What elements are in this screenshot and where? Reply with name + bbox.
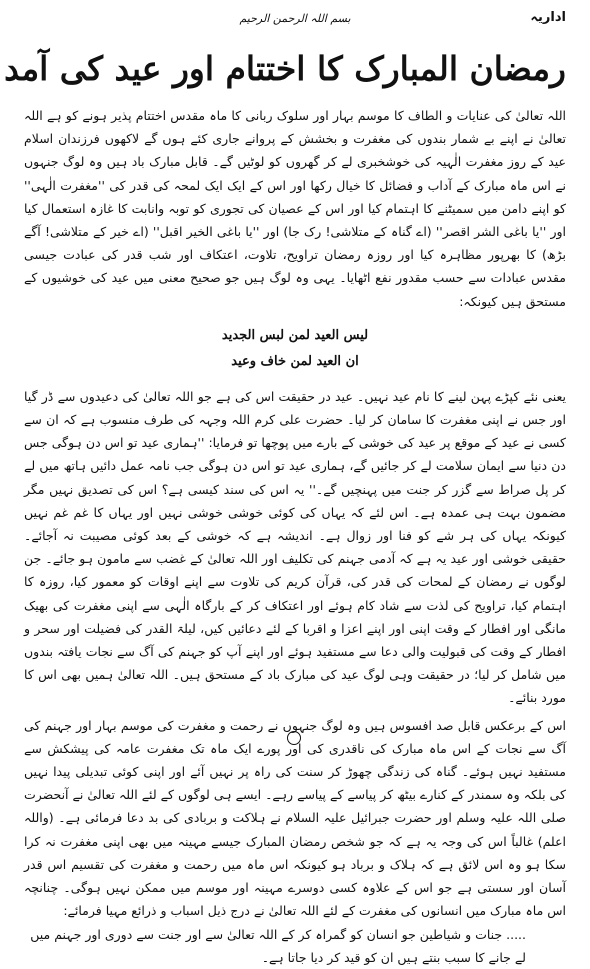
page-header [24,8,566,34]
article-paragraph-2: یعنی نئے کپڑے پہن لینے کا نام عید نہیں۔ عید در حقیقت اس کی ہے جو اللہ تعالیٰ کی دعیدوں سے ڈر گیا اور جس نے اپنی مغفرت کا سامان کر لیا۔ حضرت علی کرم اللہ وجہہ کی طرف منسوب ہے کہ ان سے کسی نے عید کے موقع پر عید کی خوشی کے بارے میں پوچھا تو فرمایا: ''ہماری عید تو اس دن ہوگی جس دن دنیا سے ایمان سلامت لے کر جائیں گے، ہماری عید تو اس دن ہوگی جب نامہ عمل دائیں ہاتھ میں لے کر پل صراط سے گزر کر جنت میں پہنچیں گے۔'' یہ اس کی سند کیسی ہے؟ اس کی تصدیق نہیں مگر مضمون بہت ہی عمدہ ہے۔ اس لئے کہ یہاں کی کوئی خوشی خوشی نہیں اور یہاں کا غم غم نہیں کیونکہ یہاں کی ہر شے کو فنا اور زوال ہے۔ اندیشہ ہے کہ خوشی کے بعد کوئی مصیبت نہ آجائے۔ حقیقی خوشی اور عید یہ ہے کہ آدمی جہنم کی تکلیف اور اللہ تعالیٰ کے غضب سے مامون ہو جائے۔ جن لوگوں نے رمضان کے لمحات کی قدر کی، قرآن کریم کی تلاوت سے اپنے اوقات کو معمور کیا، روزہ کا اہتمام کیا، تراویح کی لذت سے شاد کام ہوئے اور اعتکاف کر کے بارگاہ الٰہی سے اپنی مغفرت کی بھیک مانگی اور افطار کے وقت اپنی اور اپنے اعزا و اقربا کے لئے دعائیں کیں، لیلۃ القدر کی فضیلت اور سحر و افطار کے وقت کی قبولیت والی دعا سے مستفید ہوئے اور اپنے آپ کو جہنم کی آگ سے نجات یافتہ بندوں میں شامل کر لیا؛ در حقیقت وہی لوگ عید کی مبارک باد کے مستحق ہیں۔ اللہ تعالیٰ ہمیں بھی اس کا مورد بنائے۔ [24,388,566,706]
article-title: رمضان المبارک کا اختتام اور عید کی آمد [4,49,566,88]
arabic-verse-line-2: ان العيد لمن خاف وعيد [231,353,359,369]
article-list-item-1: ..... جنات و شیاطین جو انسان کو گمراہ کر کے اللہ تعالیٰ سے اور جنت سے دوری اور جہنم میں لے جانے کا سبب بنتے ہیں ان کو قید کر دیا جاتا ہے۔ [30,926,526,965]
section-tag: اداریہ [530,10,566,25]
article-paragraph-1: اللہ تعالیٰ کی عنایات و الطاف کا موسم بہار اور سلوک ربانی کا ماہ مقدس اختتام پذیر ہونے کو ہے اللہ تعالیٰ نے اپنے بے شمار بندوں کی مغفرت و بخشش کے پروانے جاری کئے ہوں گے لاکھوں فرزندان اسلام عید کے روز مغفرت الٰہیہ کی خوشخبری لے کر گھروں کو لوٹیں گے۔ قابل مبارک باد ہیں وہ لوگ جنہوں نے اس ماہ مبارک کے آداب و فضائل کا خیال رکھا اور اس کے ایک ایک لمحہ کی قدر کی ''مغفرت الٰہی'' کو اپنے دامن میں سمیٹنے کا اہتمام کیا اور اس کے عصیان کی تجوری کو توبہ وانابت کا غازہ استعمال کیا اور ''یا باغی الشر اقصر'' (اے گناہ کے متلاشی! رک جا) اور ''یا باغی الخیر اقبل'' (اے خیر کے متلاشی! آگے بڑھ) کا بھرپور مظاہرہ کیا اور روزہ رمضان تراویح، تلاوت، اعتکاف اور شب قدر کی عبادت جیسی مقدس عبادات سے حسب مقدور نفع اٹھایا۔ یہی وہ لوگ ہیں جو صحیح معنی میں عید کی خوشیوں کے مستحق ہیں کیونکہ: [24,108,566,309]
bismillah-heading: بسم اللہ الرحمن الرحیم [239,12,351,25]
page-number-circle [287,731,301,745]
arabic-verse-line-1: ليس العيد لمن لبس الجديد [221,327,369,343]
article-paragraph-3: اس کے برعکس قابل صد افسوس ہیں وہ لوگ جنہوں نے رحمت و مغفرت کی موسم بہار اور جہنم کی آگ سے نجات کے اس ماہ مبارک کی ناقدری کی اور پورے ایک ماہ تک مغفرت عامہ کی پیشکش سے مستفید نہیں ہوئے۔ گناہ کی زندگی چھوڑ کر سنت کی راہ پر نہیں آئے اور اپنی کوئی تبدیلی پیدا نہیں کی بلکہ وہ سمندر کے کنارے بیٹھ کر پیاسے کے پیاسے رہے۔ ایسے ہی لوگوں کے لئے اللہ تعالیٰ نے آنحضرت صلی اللہ علیہ وسلم اور حضرت جبرائیل علیہ السلام نے ہلاکت و بربادی کی بد دعا فرمائی ہے۔ (واللہ اعلم) غالباً اس کی وجہ یہ ہے کہ جو شخص رمضان المبارک جیسے مہینہ میں بھی اپنی مغفرت نہ کرا سکا ہو وہ اس لائق ہے کہ ہلاک و برباد ہو کیونکہ اس ماہ میں رحمت و مغفرت کی تقسیم اس قدر آسان اور سستی ہے جو اس کے علاوہ کسی دوسرے مہینہ اور موسم میں ممکن نہیں ہوگی۔ چنانچہ اس ماہ مبارک میں انسانوں کی مغفرت کے لئے اللہ تعالیٰ نے درج ذیل اسباب و ذرائع مہیا فرمائے: [24,717,566,919]
arabic-verse-block [24,323,566,375]
